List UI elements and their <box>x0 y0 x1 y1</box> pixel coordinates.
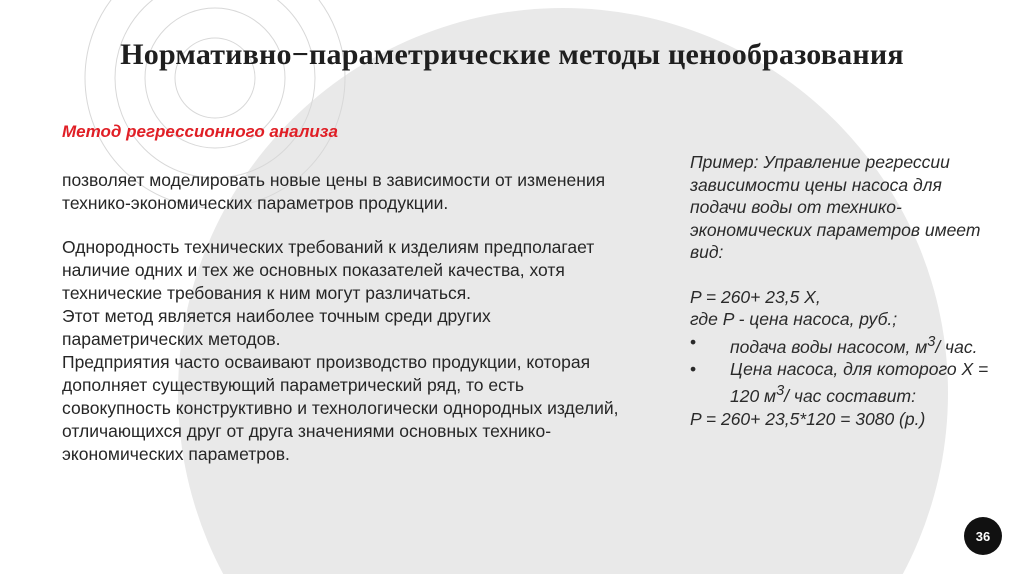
bullet-water-supply <box>690 331 990 358</box>
example-intro: Пример: Управление регрессии зависимости цены насоса для подачи воды от технико-экономических параметров имеет вид: <box>690 152 981 262</box>
paragraph-description: позволяет моделировать новые цены в зависимости от изменения технико-экономических параметров продукции. <box>62 170 606 213</box>
bullet-icon: • <box>690 358 697 379</box>
bullet-2-superscript: 3 <box>776 383 785 400</box>
bullet-icon: • <box>690 331 697 352</box>
calculation-result: P = 260+ 23,5*120 = 3080 (р.) <box>690 408 926 429</box>
formula-legend: где P - цена насоса, руб.; <box>690 309 898 329</box>
method-subtitle: Метод регрессионного анализа <box>62 122 338 141</box>
bullet-1-superscript: 3 <box>927 333 936 350</box>
paragraph-homogeneity: Однородность технических требований к изделиям предполагает наличие одних и тех же основных показателей качества, хотя технические требования к ним могут различаться. <box>62 237 595 303</box>
bullet-1-text: подача воды насосом, м <box>730 336 928 357</box>
example-column <box>690 151 990 430</box>
bullet-2-unit: / час составит: <box>784 386 916 407</box>
paragraph-enterprises: Предприятия часто осваивают производство продукции, которая дополняет существующий параметрический ряд, то есть совокупность конструктивно и технологически однородных изделий, отличающихся друг от друга значениями основных технико-экономических параметров. <box>62 352 619 464</box>
slide-title: Нормативно−параметрические методы ценообразования <box>120 38 904 71</box>
regression-formula: P = 260+ 23,5 X, <box>690 286 821 307</box>
bullet-pump-price <box>690 358 990 408</box>
bullet-1-unit: / час. <box>935 336 978 357</box>
bullet-2-text: Цена насоса, для которого X = 120 м <box>730 358 989 407</box>
paragraph-accuracy: Этот метод является наиболее точным среди других параметрических методов. <box>62 306 491 349</box>
left-column <box>62 120 622 466</box>
page-number-badge: 36 <box>964 517 1002 555</box>
